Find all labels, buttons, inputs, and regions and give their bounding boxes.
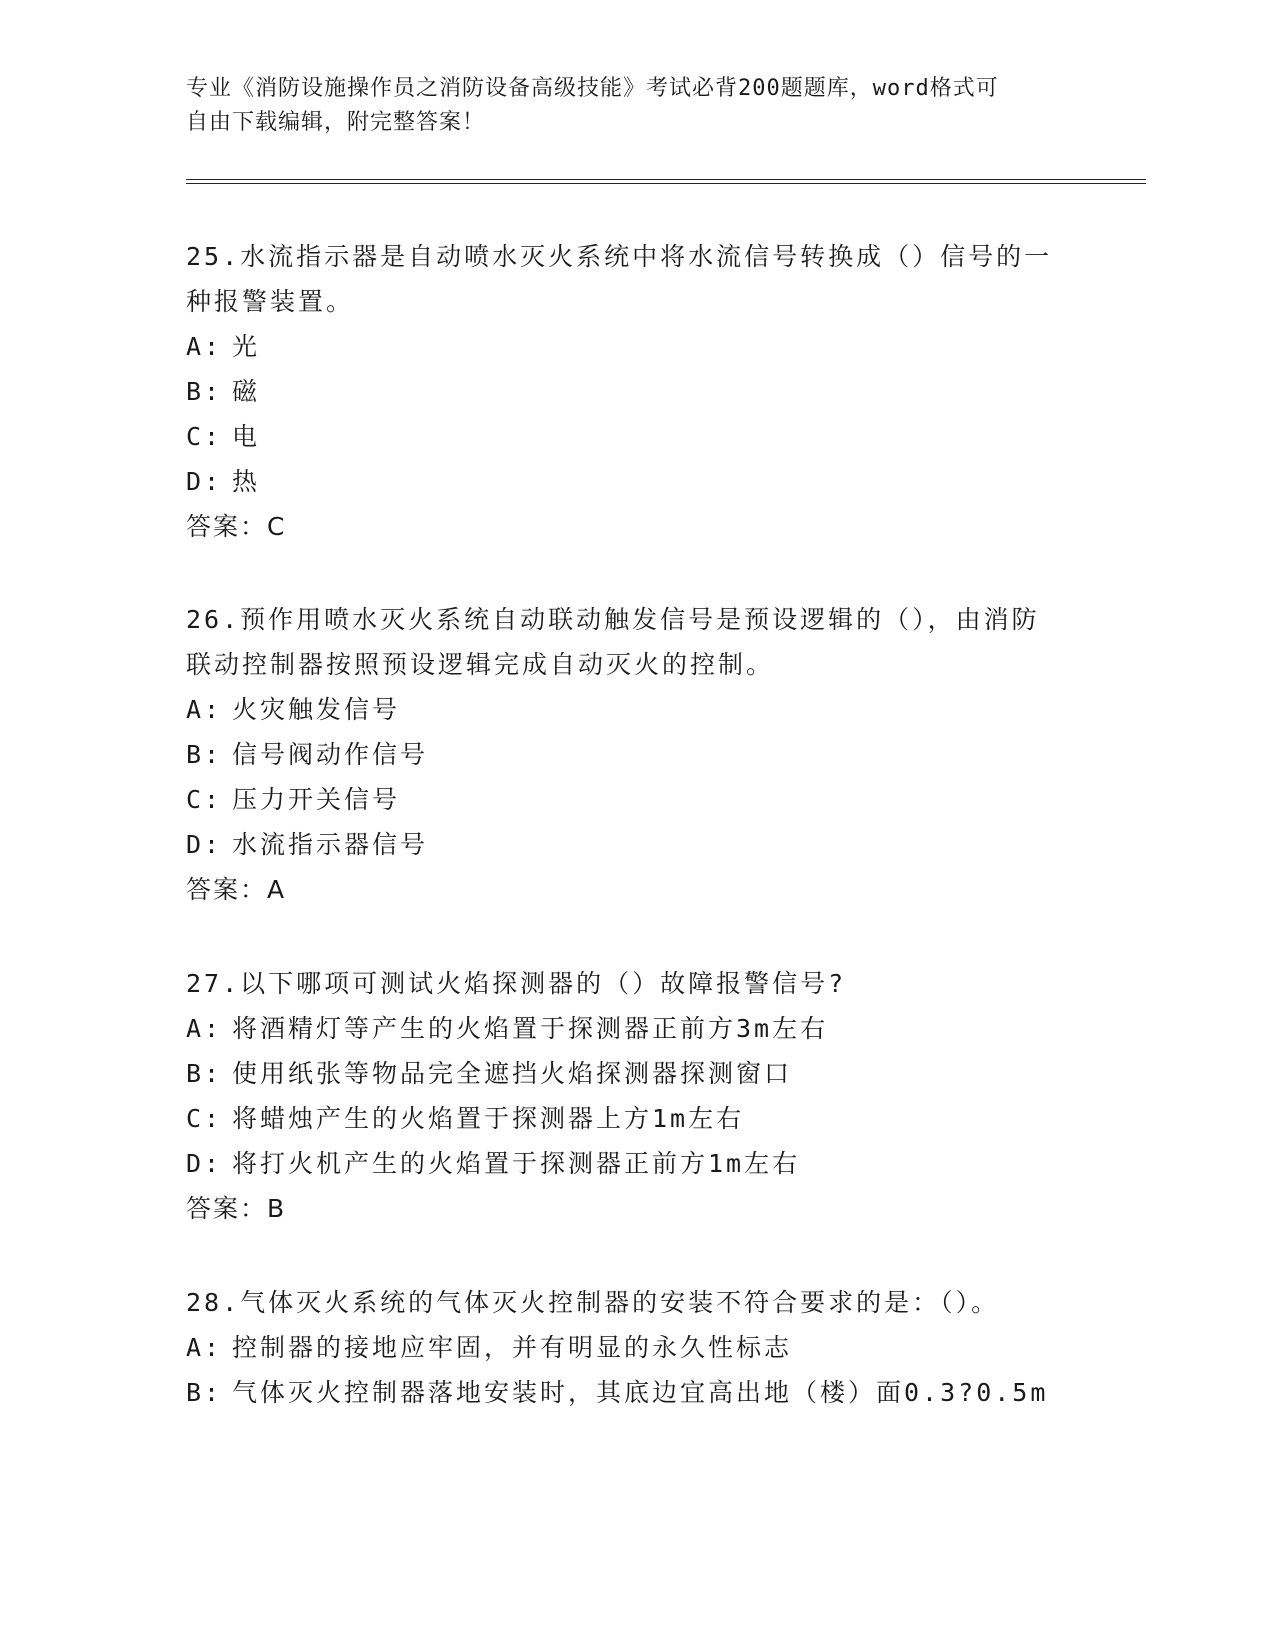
option-text: 水流指示器信号 bbox=[232, 830, 429, 859]
question-27 bbox=[186, 961, 1086, 1231]
option-letter: B: bbox=[186, 1378, 223, 1407]
option-c bbox=[186, 777, 1086, 822]
option-letter: D: bbox=[186, 467, 223, 496]
option-letter: B: bbox=[186, 1059, 223, 1088]
option-letter: C: bbox=[186, 1104, 223, 1133]
header-divider-top bbox=[186, 179, 1146, 180]
question-text-line: 26.预作用喷水灭火系统自动联动触发信号是预设逻辑的（），由消防 bbox=[186, 605, 1040, 634]
header-divider-bottom bbox=[186, 183, 1146, 184]
option-letter: C: bbox=[186, 422, 223, 451]
option-text: 信号阀动作信号 bbox=[232, 740, 429, 769]
option-d bbox=[186, 459, 1086, 504]
option-b bbox=[186, 1370, 1086, 1415]
question-text-line: 种报警装置。 bbox=[186, 287, 355, 316]
option-text: 热 bbox=[232, 467, 261, 496]
option-a bbox=[186, 1325, 1086, 1370]
option-b bbox=[186, 1051, 1086, 1096]
option-text: 光 bbox=[232, 332, 261, 361]
option-letter: C: bbox=[186, 785, 223, 814]
header-line-1: 专业《消防设施操作员之消防设备高级技能》考试必背200题题库，word格式可 bbox=[186, 76, 999, 101]
answer-line: 答案：C bbox=[186, 512, 287, 541]
option-text: 压力开关信号 bbox=[232, 785, 401, 814]
option-text: 将酒精灯等产生的火焰置于探测器正前方3m左右 bbox=[232, 1014, 829, 1043]
option-d bbox=[186, 1141, 1086, 1186]
option-letter: B: bbox=[186, 377, 223, 406]
option-letter: A: bbox=[186, 332, 223, 361]
option-letter: D: bbox=[186, 1149, 223, 1178]
option-text: 电 bbox=[232, 422, 261, 451]
question-text-line: 28.气体灭火系统的气体灭火控制器的安装不符合要求的是：（）。 bbox=[186, 1288, 1000, 1317]
answer-line: 答案：A bbox=[186, 875, 287, 904]
option-text: 磁 bbox=[232, 377, 261, 406]
option-d bbox=[186, 822, 1086, 867]
option-text: 使用纸张等物品完全遮挡火焰探测器探测窗口 bbox=[232, 1059, 793, 1088]
option-letter: A: bbox=[186, 1333, 223, 1362]
question-26 bbox=[186, 597, 1086, 912]
option-text: 将蜡烛产生的火焰置于探测器上方1m左右 bbox=[232, 1104, 745, 1133]
option-text: 气体灭火控制器落地安装时，其底边宜高出地（楼）面0.3?0.5m bbox=[232, 1378, 1049, 1407]
question-28 bbox=[186, 1280, 1086, 1415]
header-line-2: 自由下载编辑，附完整答案！ bbox=[186, 110, 486, 135]
option-c bbox=[186, 414, 1086, 459]
option-c bbox=[186, 1096, 1086, 1141]
question-text-line: 联动控制器按照预设逻辑完成自动灭火的控制。 bbox=[186, 650, 775, 679]
question-25 bbox=[186, 234, 1086, 549]
option-letter: A: bbox=[186, 695, 223, 724]
answer-line: 答案：B bbox=[186, 1194, 287, 1223]
document-header bbox=[186, 72, 1086, 140]
option-letter: D: bbox=[186, 830, 223, 859]
option-text: 将打火机产生的火焰置于探测器正前方1m左右 bbox=[232, 1149, 801, 1178]
option-a bbox=[186, 324, 1086, 369]
option-letter: A: bbox=[186, 1014, 223, 1043]
question-text-line: 27.以下哪项可测试火焰探测器的（）故障报警信号? bbox=[186, 969, 847, 998]
option-a bbox=[186, 687, 1086, 732]
option-b bbox=[186, 369, 1086, 414]
question-text-line: 25.水流指示器是自动喷水灭火系统中将水流信号转换成（）信号的一 bbox=[186, 242, 1053, 271]
option-letter: B: bbox=[186, 740, 223, 769]
option-text: 火灾触发信号 bbox=[232, 695, 401, 724]
option-a bbox=[186, 1006, 1086, 1051]
option-text: 控制器的接地应牢固，并有明显的永久性标志 bbox=[232, 1333, 793, 1362]
option-b bbox=[186, 732, 1086, 777]
